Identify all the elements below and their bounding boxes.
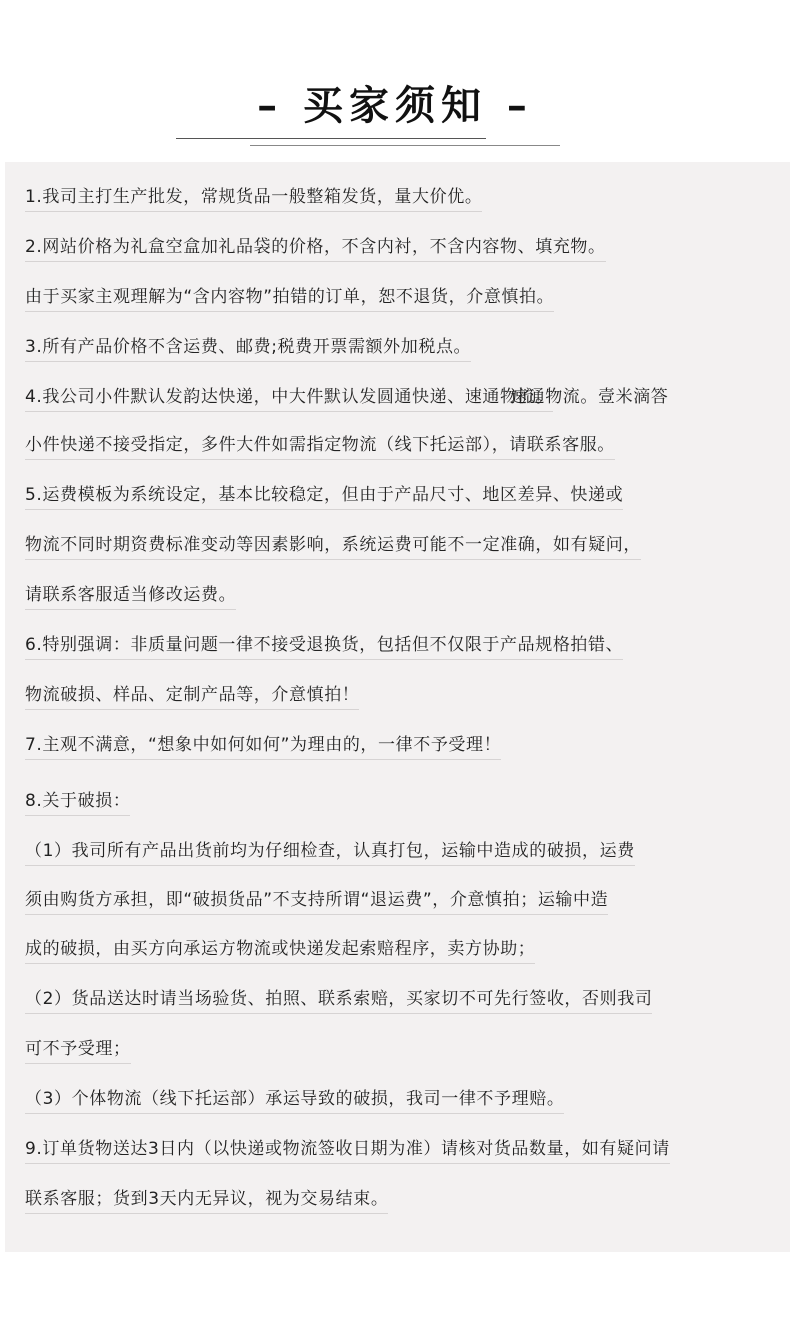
overlap-courier-text bbox=[510, 386, 668, 408]
notice-line-17: （2）货品送达时请当场验货、拍照、联系索赔，买家切不可先行签收，否则我司 bbox=[25, 988, 652, 1014]
notice-line-12: 7.主观不满意，“想象中如何如何”为理由的，一律不予受理！ bbox=[25, 734, 501, 760]
notice-line-10: 6.特别强调：非质量问题一律不接受退换货，包括但不仅限于产品规格拍错、 bbox=[25, 634, 623, 660]
notice-line-15: 须由购货方承担，即“破损货品”不支持所谓“退运费”，介意慎拍；运输中造 bbox=[25, 889, 608, 915]
notice-line-18: 可不予受理； bbox=[25, 1038, 131, 1064]
notice-line-5 bbox=[25, 386, 553, 412]
notice-line-16: 成的破损，由买方向承运方物流或快递发起索赔程序，卖方协助； bbox=[25, 938, 535, 964]
notice-line-19: （3）个体物流（线下托运部）承运导致的破损，我司一律不予理赔。 bbox=[25, 1088, 564, 1114]
notice-panel bbox=[5, 162, 790, 1252]
header bbox=[0, 0, 790, 162]
notice-line-9: 请联系客服适当修改运费。 bbox=[25, 584, 236, 610]
notice-line-5-text: 4.我公司小件默认发韵达快递，中大件默认发圆通快递、速通物流。 bbox=[25, 387, 553, 407]
title-underline-upper bbox=[176, 138, 486, 139]
notice-line-21: 联系客服；货到3天内无异议，视为交易结束。 bbox=[25, 1188, 388, 1214]
notice-line-7: 5.运费模板为系统设定，基本比较稳定，但由于产品尺寸、地区差异、快递或 bbox=[25, 484, 623, 510]
notice-line-3: 由于买家主观理解为“含内容物”拍错的订单，恕不退货，介意慎拍。 bbox=[25, 286, 554, 312]
notice-line-13: 8.关于破损： bbox=[25, 790, 130, 816]
notice-line-1: 1.我司主打生产批发，常规货品一般整箱发货，量大价优。 bbox=[25, 186, 482, 212]
notice-line-6: 小件快递不接受指定，多件大件如需指定物流（线下托运部），请联系客服。 bbox=[25, 434, 615, 460]
notice-line-11: 物流破损、样品、定制产品等，介意慎拍！ bbox=[25, 684, 359, 710]
notice-line-20: 9.订单货物送达3日内（以快递或物流签收日期为准）请核对货品数量，如有疑问请 bbox=[25, 1138, 670, 1164]
notice-line-4: 3.所有产品价格不含运费、邮费;税费开票需额外加税点。 bbox=[25, 336, 471, 362]
title-underline-lower bbox=[250, 145, 560, 146]
page-title: – 买家须知 – bbox=[257, 82, 533, 129]
overlap-courier-text-span: 速通物流。壹米滴答 bbox=[510, 387, 669, 407]
notice-line-14: （1）我司所有产品出货前均为仔细检查，认真打包，运输中造成的破损，运费 bbox=[25, 840, 635, 866]
notice-line-8: 物流不同时期资费标准变动等因素影响，系统运费可能不一定准确，如有疑问， bbox=[25, 534, 641, 560]
notice-line-2: 2.网站价格为礼盒空盒加礼品袋的价格，不含内衬，不含内容物、填充物。 bbox=[25, 236, 606, 262]
